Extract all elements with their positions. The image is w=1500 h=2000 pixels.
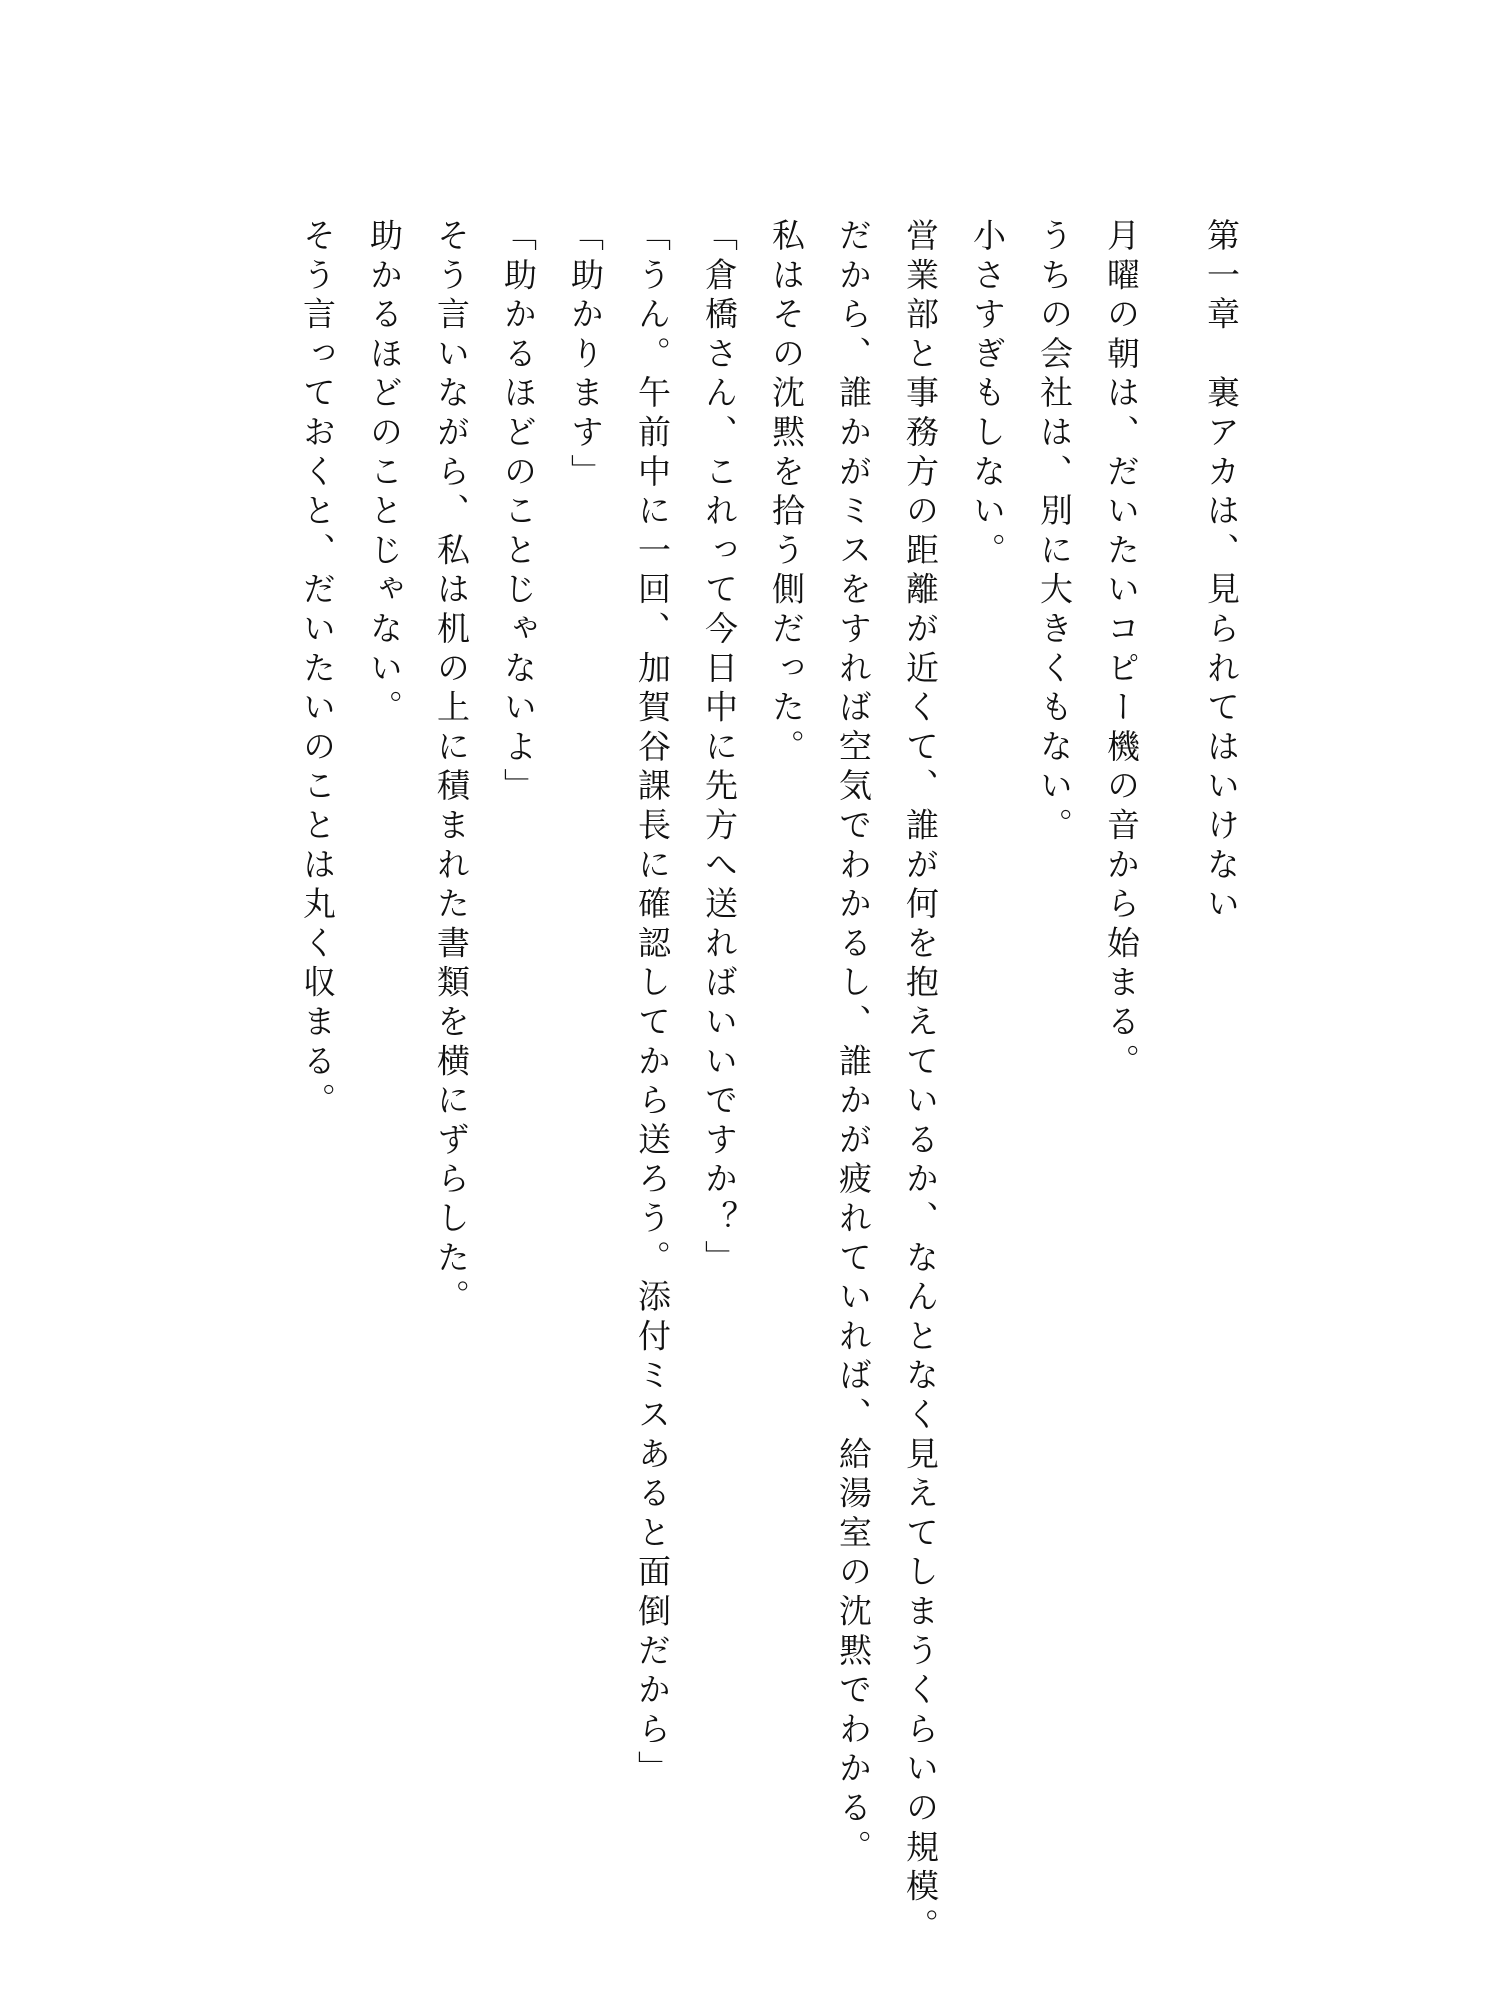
paragraph-line: 営業部と事務方の距離が近くて、誰が何を抱えているか、なんとなく見えてしまうくらいの規模。 bbox=[901, 218, 940, 1948]
dialogue-line: 「倉橋さん、これって今日中に先方へ送ればいいですか？」 bbox=[700, 218, 739, 1280]
dialogue-line: 「助かるほどのことじゃないよ」 bbox=[499, 218, 538, 808]
paragraph-line: だから、誰かがミスをすれば空気でわかるし、誰かが疲れていれば、給湯室の沈黙でわかる。 bbox=[834, 218, 873, 1869]
paragraph-line: 私はその沈黙を拾う側だった。 bbox=[767, 218, 806, 769]
paragraph-line: 小さすぎもしない。 bbox=[968, 218, 1007, 572]
dialogue-line: 「助かります」 bbox=[566, 218, 605, 494]
dialogue-line: 「うん。午前中に一回、加賀谷課長に確認してから送ろう。添付ミスあると面倒だから」 bbox=[633, 218, 672, 1790]
paragraph-line: 助かるほどのことじゃない。 bbox=[365, 218, 404, 729]
paragraph-line: そう言っておくと、だいたいのことは丸く収まる。 bbox=[298, 218, 337, 1122]
chapter-title: 第一章 裏アカは、見られてはいけない bbox=[1202, 218, 1241, 926]
paragraph-line: そう言いながら、私は机の上に積まれた書類を横にずらした。 bbox=[432, 218, 471, 1319]
paragraph-line: 月曜の朝は、だいたいコピー機の音から始まる。 bbox=[1102, 218, 1141, 1083]
vertical-text-body bbox=[267, 218, 1241, 1948]
paragraph-line: うちの会社は、別に大きくもない。 bbox=[1035, 218, 1074, 847]
